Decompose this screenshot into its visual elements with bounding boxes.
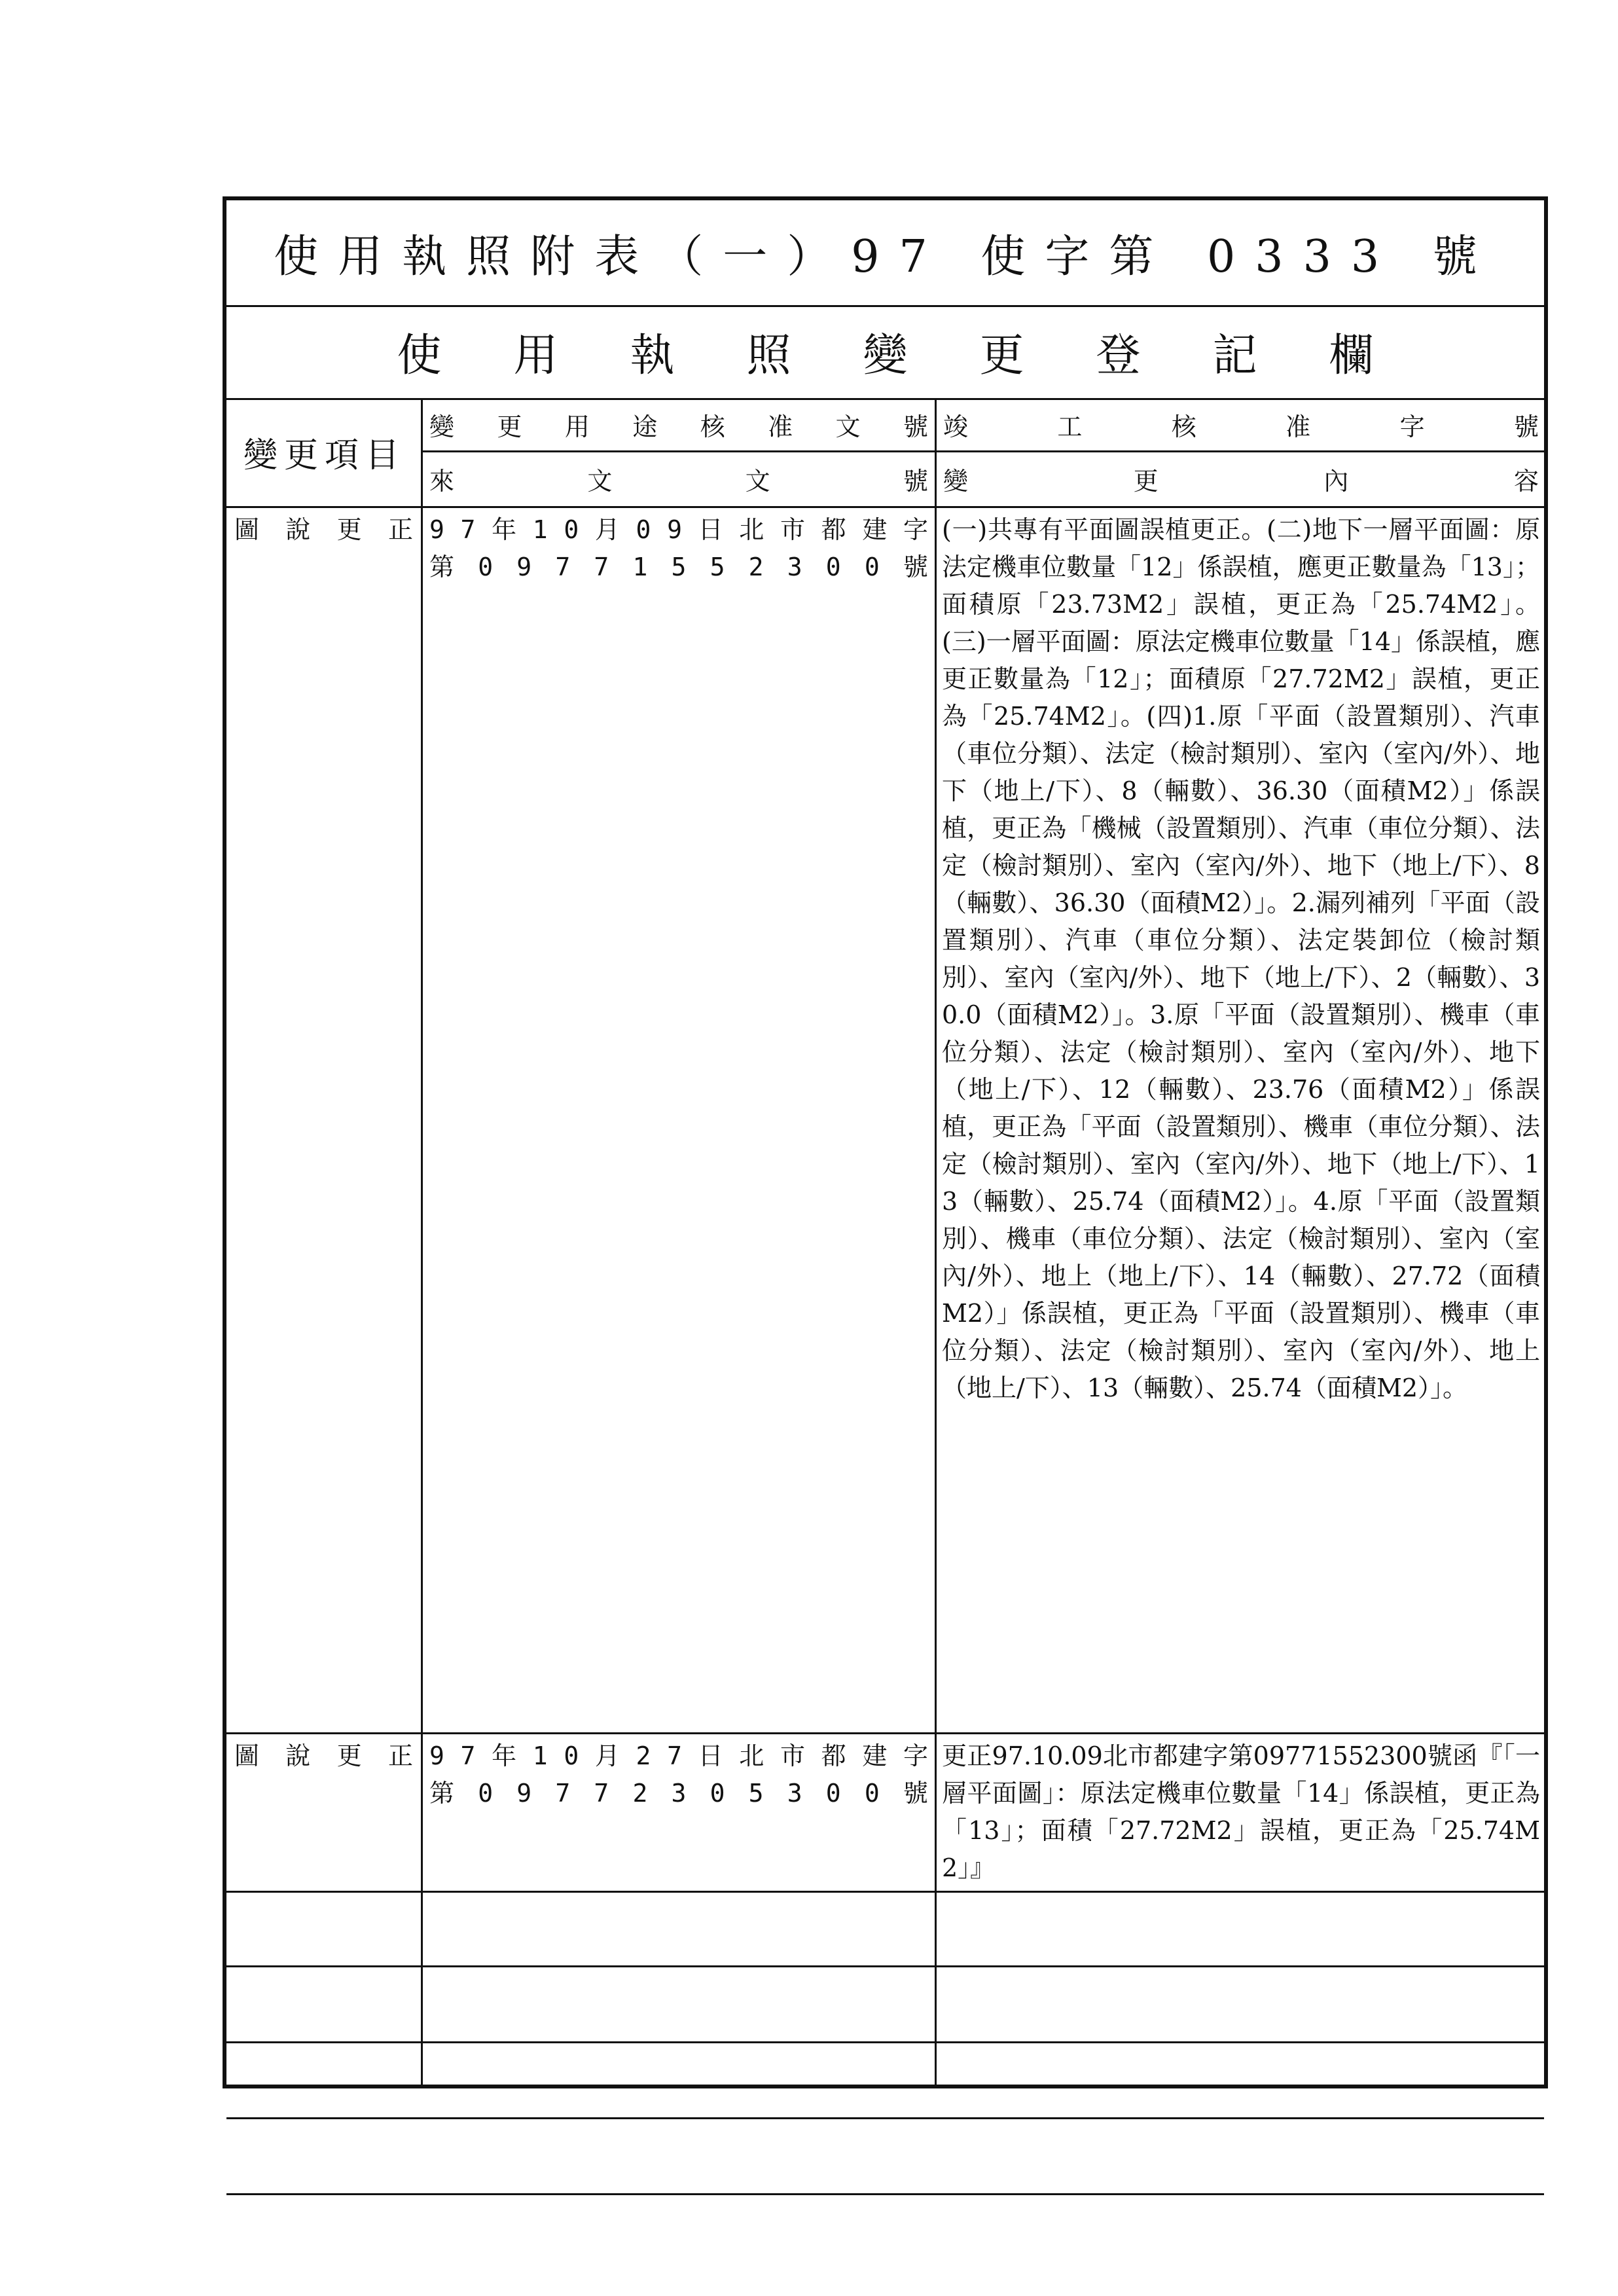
- row-1-doc-line2: 第 0 9 7 7 1 5 5 2 3 0 0 號: [429, 553, 928, 581]
- row-2-doc-line2: 第 0 9 7 7 2 3 0 5 3 0 0 號: [429, 1779, 928, 1808]
- empty-row-divider: [226, 2041, 1544, 2043]
- empty-row-divider: [226, 1965, 1544, 1967]
- row-1-doc-line1: 9 7 年 1 0 月 0 9 日 北 市 都 建 字: [429, 515, 928, 544]
- row-divider: [226, 1732, 1544, 1734]
- header-approval-no: 變 更 用 途 核 准 文 號: [429, 412, 928, 441]
- row-1-content: (一)共專有平面圖誤植更正。(二)地下一層平面圖：原法定機車位數量「12」係誤植，應更正數量為「13」；面積原「23.73M2」誤植，更正為「25.74M2」。(三)一層平面圖：原法定機車位數量「14」係誤植，應更正數量為「12」；面積原「27.72M2」誤植，更正為「25.74M2」。(四)1.原「平面（設置類別）、汽車（車位分類）、法定（檢討類別）、室內（室內/外）、地下（地上/下）、8（輛數）、36.30（面積M2）」係誤植，更正為「機械（設置類別）、汽車（車位分類）、法定（檢討類別）、室內（室內/外）、地下（地上/下）、8（輛數）、36.30（面積M2）」。2.漏列補列「平面（設置類別）、汽車（車位分類）、法定裝卸位（檢討類別）、室內（室內/外）、地下（地上/下）、2（輛數）、30.0（面積M2）」。3.原「平面（設置類別）、機車（車位分類）、法定（檢討類別）、室內（室內/外）、地下（地上/下）、12（輛數）、23.76（面積M2）」係誤植，更正為「平面（設置類別）、機車（車位分類）、法定（檢討類別）、室內（室內/外）、地下（地上/下）、13（輛數）、25.74（面積M2）」。4.原「平面（設置類別）、機車（車位分類）、法定（檢討類別）、室內（室內/外）、地上（地上/下）、14（輛數）、27.72（面積M2）」係誤植，更正為「平面（設置類別）、機車（車位分類）、法定（檢討類別）、室內（室內/外）、地上（地上/下）、13（輛數）、25.74（面積M2）」。: [942, 515, 1541, 1402]
- header-bottom-rule: [226, 506, 1544, 508]
- row-2-item: 圖 說 更 正: [234, 1741, 413, 1770]
- row-divider: [226, 1891, 1544, 1893]
- empty-row-divider: [226, 2193, 1544, 2195]
- header-change-content: 變 更 內 容: [943, 466, 1539, 496]
- row-2-doc-line1: 9 7 年 1 0 月 2 7 日 北 市 都 建 字: [429, 1741, 928, 1770]
- change-registration-form: [223, 196, 1548, 2088]
- column-divider: [421, 398, 423, 2085]
- header-incoming-no: 來 文 文 號: [429, 466, 928, 496]
- empty-row-divider: [226, 2117, 1544, 2119]
- row-2-content: 更正97.10.09北市都建字第09771552300號函『「一層平面圖」：原法定機車位數量「14」係誤植，更正為「13」；面積「27.72M2」誤植，更正為「25.74M2」』: [942, 1741, 1540, 1882]
- header-completion-no: 竣 工 核 准 字 號: [943, 412, 1539, 441]
- header-change-item: 變更項目: [243, 436, 406, 475]
- form-subtitle-text: 使用執照變更登記欄: [397, 329, 1446, 382]
- form-subtitle: [226, 305, 1544, 400]
- form-title: 使用執照附表（一）97 使字第 0333 號: [226, 200, 1544, 307]
- row-1-item: 圖 說 更 正: [234, 515, 413, 544]
